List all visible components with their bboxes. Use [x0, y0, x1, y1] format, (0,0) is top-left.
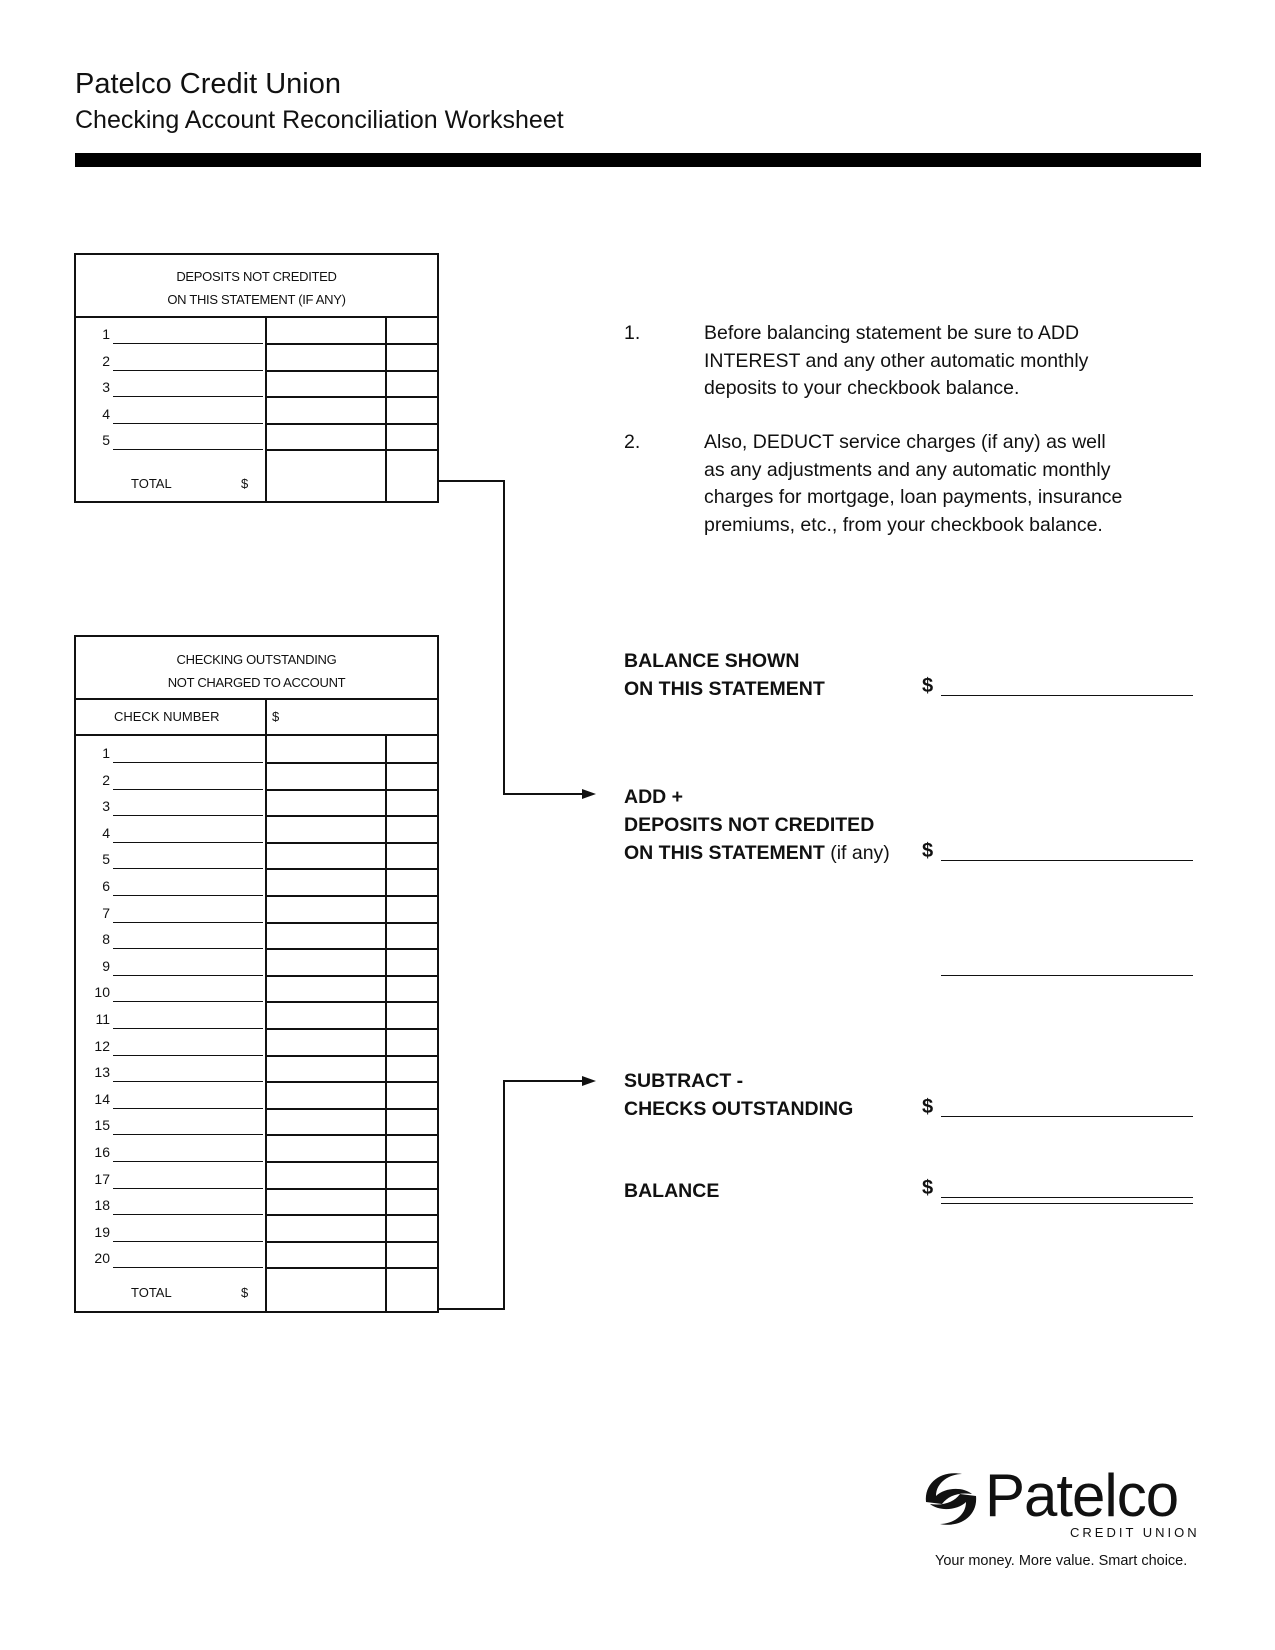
row-number: 10	[94, 984, 110, 1001]
row-number: 1	[102, 326, 110, 342]
row-number: 8	[102, 931, 110, 948]
col-check-number: CHECK NUMBER	[114, 709, 220, 724]
page-title: Patelco Credit Union	[75, 68, 341, 100]
row-number: 18	[94, 1197, 110, 1214]
row-number: 2	[102, 771, 110, 788]
instruction-2-line: premiums, etc., from your checkbook balance.	[704, 513, 1103, 536]
balance-shown-line1: BALANCE SHOWN	[624, 650, 800, 672]
add-line3-suffix: (if any)	[830, 842, 890, 864]
deposits-total-label: TOTAL	[131, 476, 172, 491]
logo-subtext: CREDIT UNION	[1070, 1525, 1200, 1540]
page-subtitle: Checking Account Reconciliation Worksheet	[75, 106, 564, 134]
row-number: 4	[102, 405, 110, 422]
add-line2: DEPOSITS NOT CREDITED	[624, 814, 875, 836]
subtract-checks-currency: $	[922, 1096, 934, 1118]
row-number: 3	[102, 798, 110, 815]
instruction-1-line: Before balancing statement be sure to ADD	[704, 322, 1080, 344]
row-number: 16	[94, 1144, 110, 1160]
row-number: 13	[94, 1064, 110, 1081]
checks-heading-line1: CHECKING OUTSTANDING	[176, 652, 337, 667]
subtract-checks-label	[624, 1067, 853, 1123]
checks-total-currency: $	[241, 1285, 249, 1300]
instruction-1-line: deposits to your checkbook balance.	[704, 377, 1020, 399]
instruction-2-line: charges for mortgage, loan payments, insurance	[704, 486, 1123, 508]
deposits-heading-line2: ON THIS STATEMENT (IF ANY)	[167, 292, 346, 307]
add-deposits-label	[624, 783, 890, 867]
deposits-arrowhead	[582, 789, 596, 799]
balance-label: BALANCE	[624, 1180, 720, 1202]
row-number: 3	[102, 379, 110, 395]
instruction-1-line: INTEREST and any other automatic monthly	[704, 349, 1089, 372]
checks-heading-line2: NOT CHARGED TO ACCOUNT	[167, 675, 346, 690]
subtract-line1: SUBTRACT -	[624, 1070, 744, 1092]
row-number: 14	[94, 1090, 110, 1107]
row-number: 9	[102, 957, 110, 974]
instruction-num-1: 1.	[624, 322, 641, 344]
row-number: 6	[102, 878, 110, 894]
row-number: 12	[94, 1037, 110, 1054]
subtotal-field[interactable]	[941, 975, 1193, 976]
row-number: 7	[102, 904, 110, 921]
row-number: 19	[94, 1223, 110, 1240]
instruction-1	[704, 320, 1088, 403]
balance-shown-field[interactable]	[941, 695, 1193, 696]
row-number: 17	[94, 1170, 110, 1187]
instruction-2-line: as any adjustments and any automatic monthly	[704, 458, 1111, 481]
deposits-arrow	[439, 481, 590, 794]
balance-double-rule	[941, 1203, 1193, 1204]
col-amount: $	[272, 709, 280, 724]
row-number: 2	[102, 352, 110, 369]
subtract-checks-field[interactable]	[941, 1116, 1193, 1117]
deposits-heading-line1: DEPOSITS NOT CREDITED	[176, 269, 337, 284]
subtract-line2: CHECKS OUTSTANDING	[624, 1098, 854, 1120]
add-line1: ADD +	[624, 786, 684, 808]
logo-tagline: Your money. More value. Smart choice.	[935, 1553, 1188, 1569]
checks-arrowhead	[582, 1076, 596, 1086]
row-number: 5	[102, 432, 110, 448]
add-deposits-currency: $	[922, 840, 934, 862]
row-number: 20	[94, 1250, 110, 1267]
row-number: 4	[102, 824, 110, 841]
instruction-num-2: 2.	[624, 431, 641, 453]
patelco-swirl-icon	[918, 1466, 984, 1532]
instruction-2-line: Also, DEDUCT service charges (if any) as well	[704, 431, 1106, 453]
row-number: 1	[102, 745, 110, 761]
instruction-2	[704, 429, 1122, 539]
balance-shown-currency: $	[922, 675, 934, 697]
checks-total-label: TOTAL	[131, 1285, 172, 1300]
balance-shown-line2: ON THIS STATEMENT	[624, 678, 825, 700]
add-deposits-field[interactable]	[941, 860, 1193, 861]
deposits-total-currency: $	[241, 476, 249, 491]
logo-wordmark: Patelco	[985, 1462, 1179, 1529]
row-number: 11	[95, 1011, 110, 1027]
checks-arrow	[439, 1081, 590, 1309]
row-number: 15	[94, 1117, 110, 1134]
row-number: 5	[102, 851, 110, 868]
add-line3: ON THIS STATEMENT	[624, 842, 825, 864]
balance-currency: $	[922, 1177, 934, 1199]
balance-field[interactable]	[941, 1197, 1193, 1198]
balance-shown-label	[624, 647, 825, 703]
